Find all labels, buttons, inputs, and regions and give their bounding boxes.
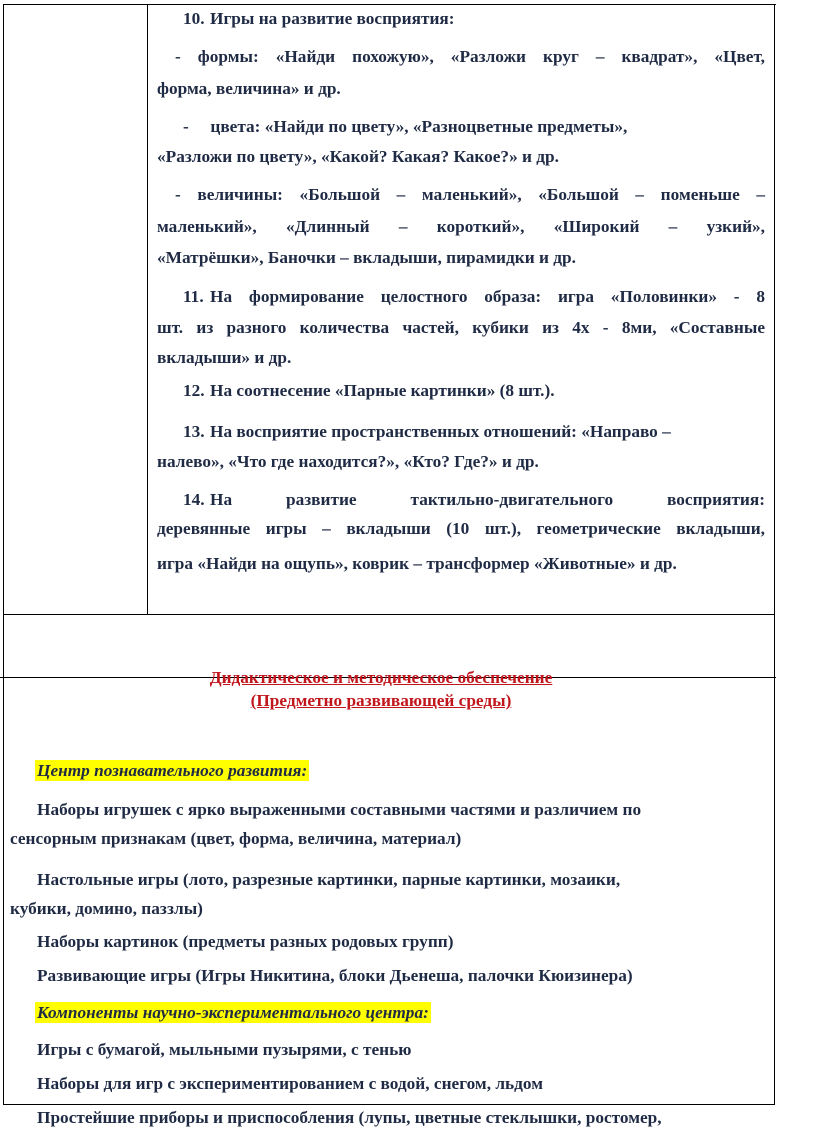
- list-number: 10.: [183, 9, 205, 28]
- paragraph-line: Простейшие приборы и приспособления (лупы, цветные стеклышки, ростомер,: [37, 1108, 662, 1127]
- table-top-border: [3, 4, 776, 5]
- list-number: 14.: [183, 490, 205, 509]
- table-left-border: [3, 4, 4, 705]
- table-row-divider: [3, 614, 775, 615]
- list-item-14: [157, 489, 765, 511]
- text-line: игра «Найди на ощупь», коврик – трансформер «Животные» и др.: [157, 554, 677, 573]
- list-item-text: Игры на развитие восприятия:: [210, 9, 455, 28]
- text-line: - формы: «Найди похожую», «Разложи круг – квадрат», «Цвет,: [175, 47, 765, 66]
- list-item-11: [157, 286, 765, 308]
- text-line: - величины: «Большой – маленький», «Большой – поменьше –: [175, 185, 765, 204]
- table-inner-column-border: [147, 4, 148, 614]
- paragraph-line: кубики, домино, паззлы): [10, 899, 203, 918]
- list-item-text: На формирование целостного образа: игра «Половинки» - 8: [210, 287, 765, 306]
- paragraph-line: сенсорным признакам (цвет, форма, величина, материал): [10, 829, 462, 848]
- paragraph-line: Наборы картинок (предметы разных родовых групп): [37, 932, 454, 951]
- paragraph-line: Настольные игры (лото, разрезные картинки, парные картинки, мозаики,: [37, 870, 621, 889]
- table-right-border-upper: [774, 4, 775, 705]
- highlighted-heading: Центр познавательного развития:: [37, 761, 308, 780]
- list-item-10: [157, 8, 455, 30]
- paragraph-line: Игры с бумагой, мыльными пузырями, с тенью: [37, 1040, 412, 1059]
- text-line: шт. из разного количества частей, кубики из 4х - 8ми, «Составные: [157, 318, 765, 337]
- table-left-border-lower: [3, 677, 4, 1105]
- list-item-12: [157, 380, 555, 402]
- text-line: форма, величина» и др.: [157, 79, 341, 98]
- table-bottom-border: [3, 1104, 775, 1105]
- section-title-line2: (Предметно развивающей среды): [250, 691, 512, 710]
- center-heading-experimental: [35, 1002, 431, 1024]
- paragraph-line: Наборы для игр с экспериментированием с водой, снегом, льдом: [37, 1074, 543, 1093]
- center-heading-cognitive: [35, 760, 309, 782]
- text-line: вкладыши» и др.: [157, 348, 292, 367]
- list-item-13: [157, 421, 671, 443]
- table-right-border-lower: [774, 677, 775, 1105]
- text-line: - цвета: «Найди по цвету», «Разноцветные предметы»,: [183, 117, 628, 136]
- paragraph-line: Наборы игрушек с ярко выраженными составными частями и различием по: [37, 800, 642, 819]
- list-number: 11.: [183, 287, 204, 306]
- text-line: деревянные игры – вкладыши (10 шт.), геометрические вкладыши,: [157, 519, 765, 538]
- text-line: маленький», «Длинный – короткий», «Широкий – узкий»,: [157, 217, 765, 236]
- list-item-text: На соотнесение «Парные картинки» (8 шт.).: [210, 381, 555, 400]
- text-line: налево», «Что где находится?», «Кто? Где?» и др.: [157, 452, 539, 471]
- highlighted-heading: Компоненты научно-экспериментального центра:: [37, 1003, 429, 1022]
- text-line: «Разложи по цвету», «Какой? Какая? Какое?» и др.: [157, 147, 559, 166]
- list-number: 13.: [183, 422, 205, 441]
- paragraph-line: Развивающие игры (Игры Никитина, блоки Дьенеша, палочки Кюизинера): [37, 966, 633, 985]
- text-line: «Матрёшки», Баночки – вкладыши, пирамидки и др.: [157, 248, 576, 267]
- list-number: 12.: [183, 381, 205, 400]
- list-item-text: На восприятие пространственных отношений: «Направо –: [210, 422, 671, 441]
- section-title-line1: Дидактическое и методическое обеспечение: [209, 668, 553, 687]
- list-item-text: На развитие тактильно-двигательного восприятия:: [210, 490, 765, 509]
